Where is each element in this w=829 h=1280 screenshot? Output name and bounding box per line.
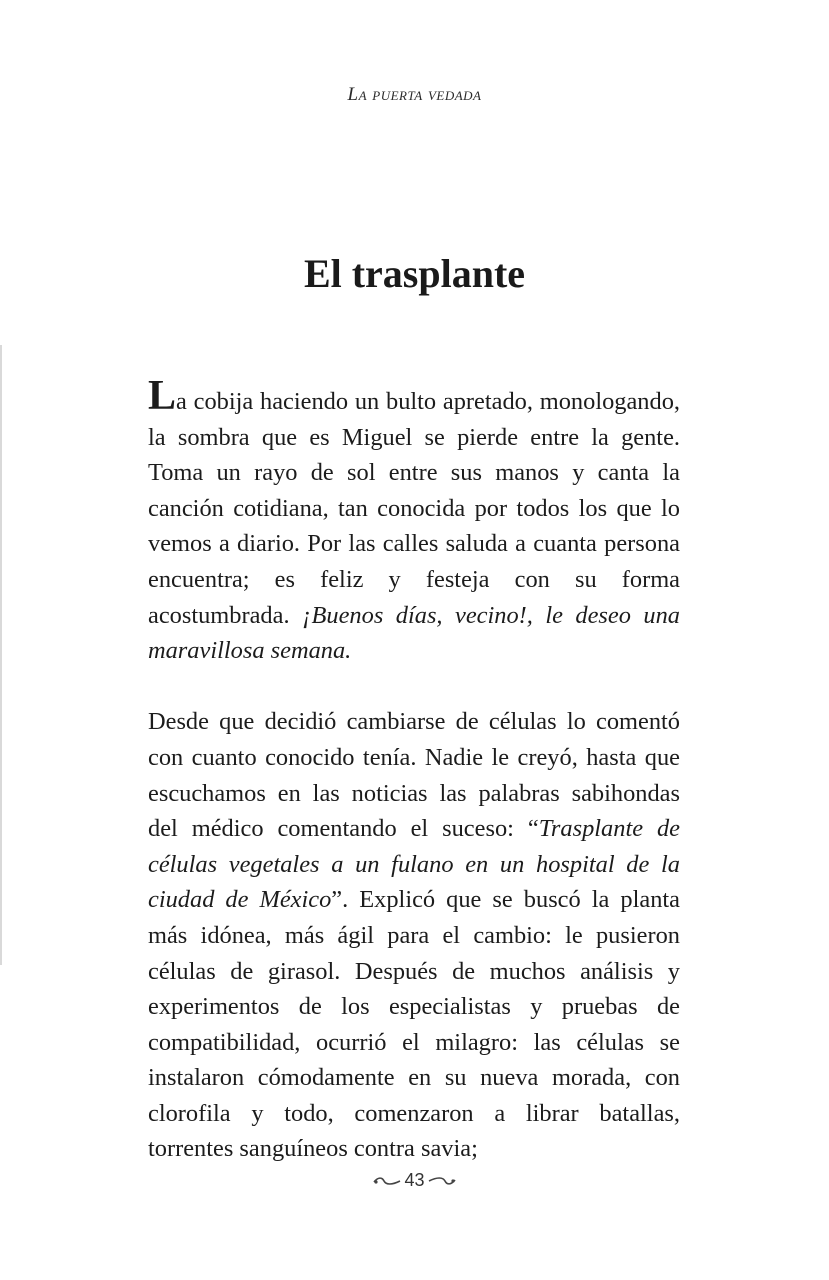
paragraph-2-text-b: ”. Explicó que se buscó la planta más idónea, más ágil para el cambio: le pusieron células de girasol. Después de muchos análisis y experimentos de los especialistas y pruebas de compatibilidad, ocurrió el milagro: las células se instalaron cómodamente en su nueva morada, con clorofila y todo, comenzaron a librar batallas, torrentes sanguíneos contra savia; [148,886,680,1163]
page-number: 43 [404,1170,425,1190]
paragraph-1-italic: ¡Buenos días, vecino!, le deseo una maravillosa semana. [148,601,680,665]
running-header: La puerta vedada [347,84,482,105]
paragraph-2-italic: Trasplante de células vegetales a un fulano en un hospital de la ciudad de México [148,815,681,914]
drop-initial: L [148,373,177,419]
page-folio [0,1170,829,1191]
page-edge-line [0,345,2,965]
paragraph-1-text: a cobija haciendo un bulto apretado, monologando, la sombra que es Miguel se pierde entre la gente. Toma un rayo de sol entre sus manos y canta la canción cotidiana, tan conocida por todos los que lo vemos a diario. Por las calles saluda a cuanta persona encuentra; es feliz y festeja con su forma acostumbrada. [148,388,680,629]
paragraph-1 [148,373,680,669]
swash-ornament-icon [427,1175,457,1187]
paragraph-2 [148,704,680,1167]
chapter-title: El trasplante [303,251,526,296]
swash-ornament-icon [372,1175,402,1187]
paragraph-2-text-a: Desde que decidió cambiarse de células lo comentó con cuanto conocido tenía. Nadie le creyó, hasta que escuchamos en las noticias las palabras sabihondas del médico comentando el suceso: “ [148,708,680,843]
body-text [148,373,681,1167]
